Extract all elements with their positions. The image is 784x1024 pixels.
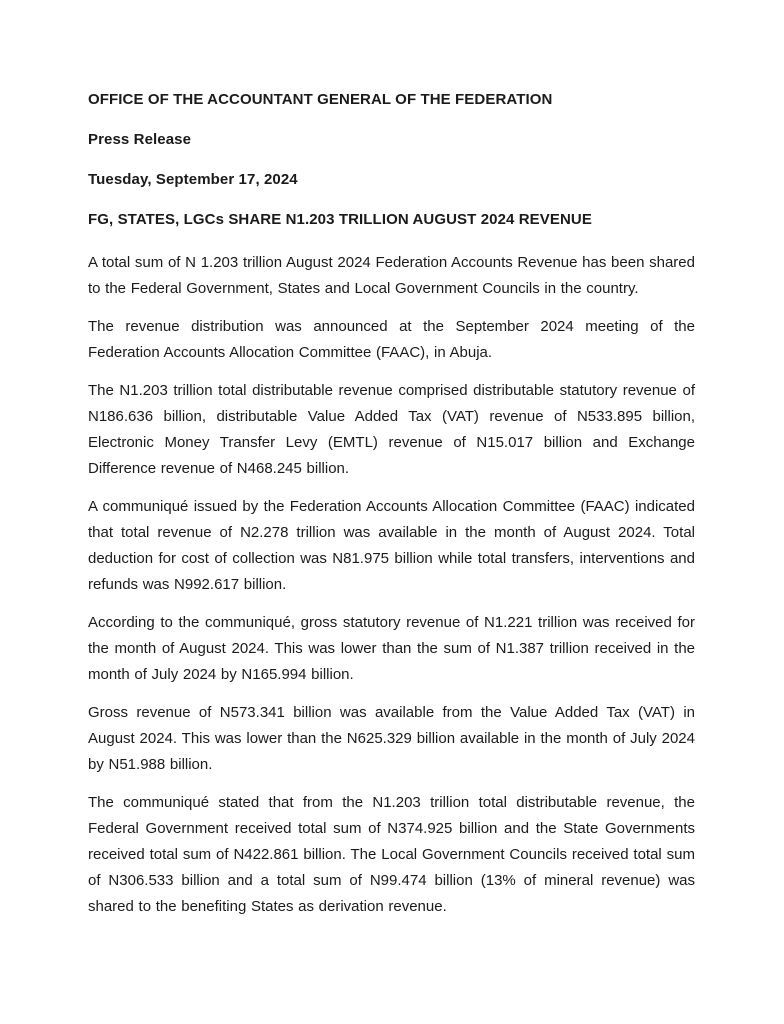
paragraph-vat-revenue: Gross revenue of N573.341 billion was available from the Value Added Tax (VAT) in August 2024. This was lower than the N625.329 billion available in the month of July 2024 by N51.988 billion. bbox=[88, 704, 695, 773]
press-release-label: Press Release bbox=[88, 131, 192, 148]
office-heading: OFFICE OF THE ACCOUNTANT GENERAL OF THE FEDERATION bbox=[88, 91, 553, 108]
paragraph-announcement: The revenue distribution was announced at the September 2024 meeting of the Federation Accounts Allocation Committee (FAAC), in Abuja. bbox=[88, 318, 695, 361]
paragraph-revenue-composition: The N1.203 trillion total distributable revenue comprised distributable statutory revenue of N186.636 billion, distributable Value Added Tax (VAT) revenue of N533.895 billion, Electronic Money Transfer Levy (EMTL) revenue of N15.017 billion and Exchange Difference revenue of N468.245 billion. bbox=[88, 382, 695, 477]
paragraph-total-sum-shared: A total sum of N 1.203 trillion August 2024 Federation Accounts Revenue has been shared to the Federal Government, States and Local Government Councils in the country. bbox=[88, 254, 695, 297]
paragraph-gross-statutory: According to the communiqué, gross statutory revenue of N1.221 trillion was received for the month of August 2024. This was lower than the sum of N1.387 trillion received in the month of July 2024 by N165.994 billion. bbox=[88, 614, 695, 683]
headline: FG, STATES, LGCs SHARE N1.203 TRILLION AUGUST 2024 REVENUE bbox=[88, 211, 592, 228]
date-line: Tuesday, September 17, 2024 bbox=[88, 171, 298, 188]
paragraph-communique-totals: A communiqué issued by the Federation Accounts Allocation Committee (FAAC) indicated that total revenue of N2.278 trillion was available in the month of August 2024. Total deduction for cost of collection was N81.975 billion while total transfers, interventions and refunds was N992.617 billion. bbox=[88, 498, 695, 593]
paragraph-distribution-breakdown: The communiqué stated that from the N1.203 trillion total distributable revenue, the Federal Government received total sum of N374.925 billion and the State Governments received total sum of N422.861 billion. The Local Government Councils received total sum of N306.533 billion and a total sum of N99.474 billion (13% of mineral revenue) was shared to the benefiting States as derivation revenue. bbox=[88, 794, 695, 915]
